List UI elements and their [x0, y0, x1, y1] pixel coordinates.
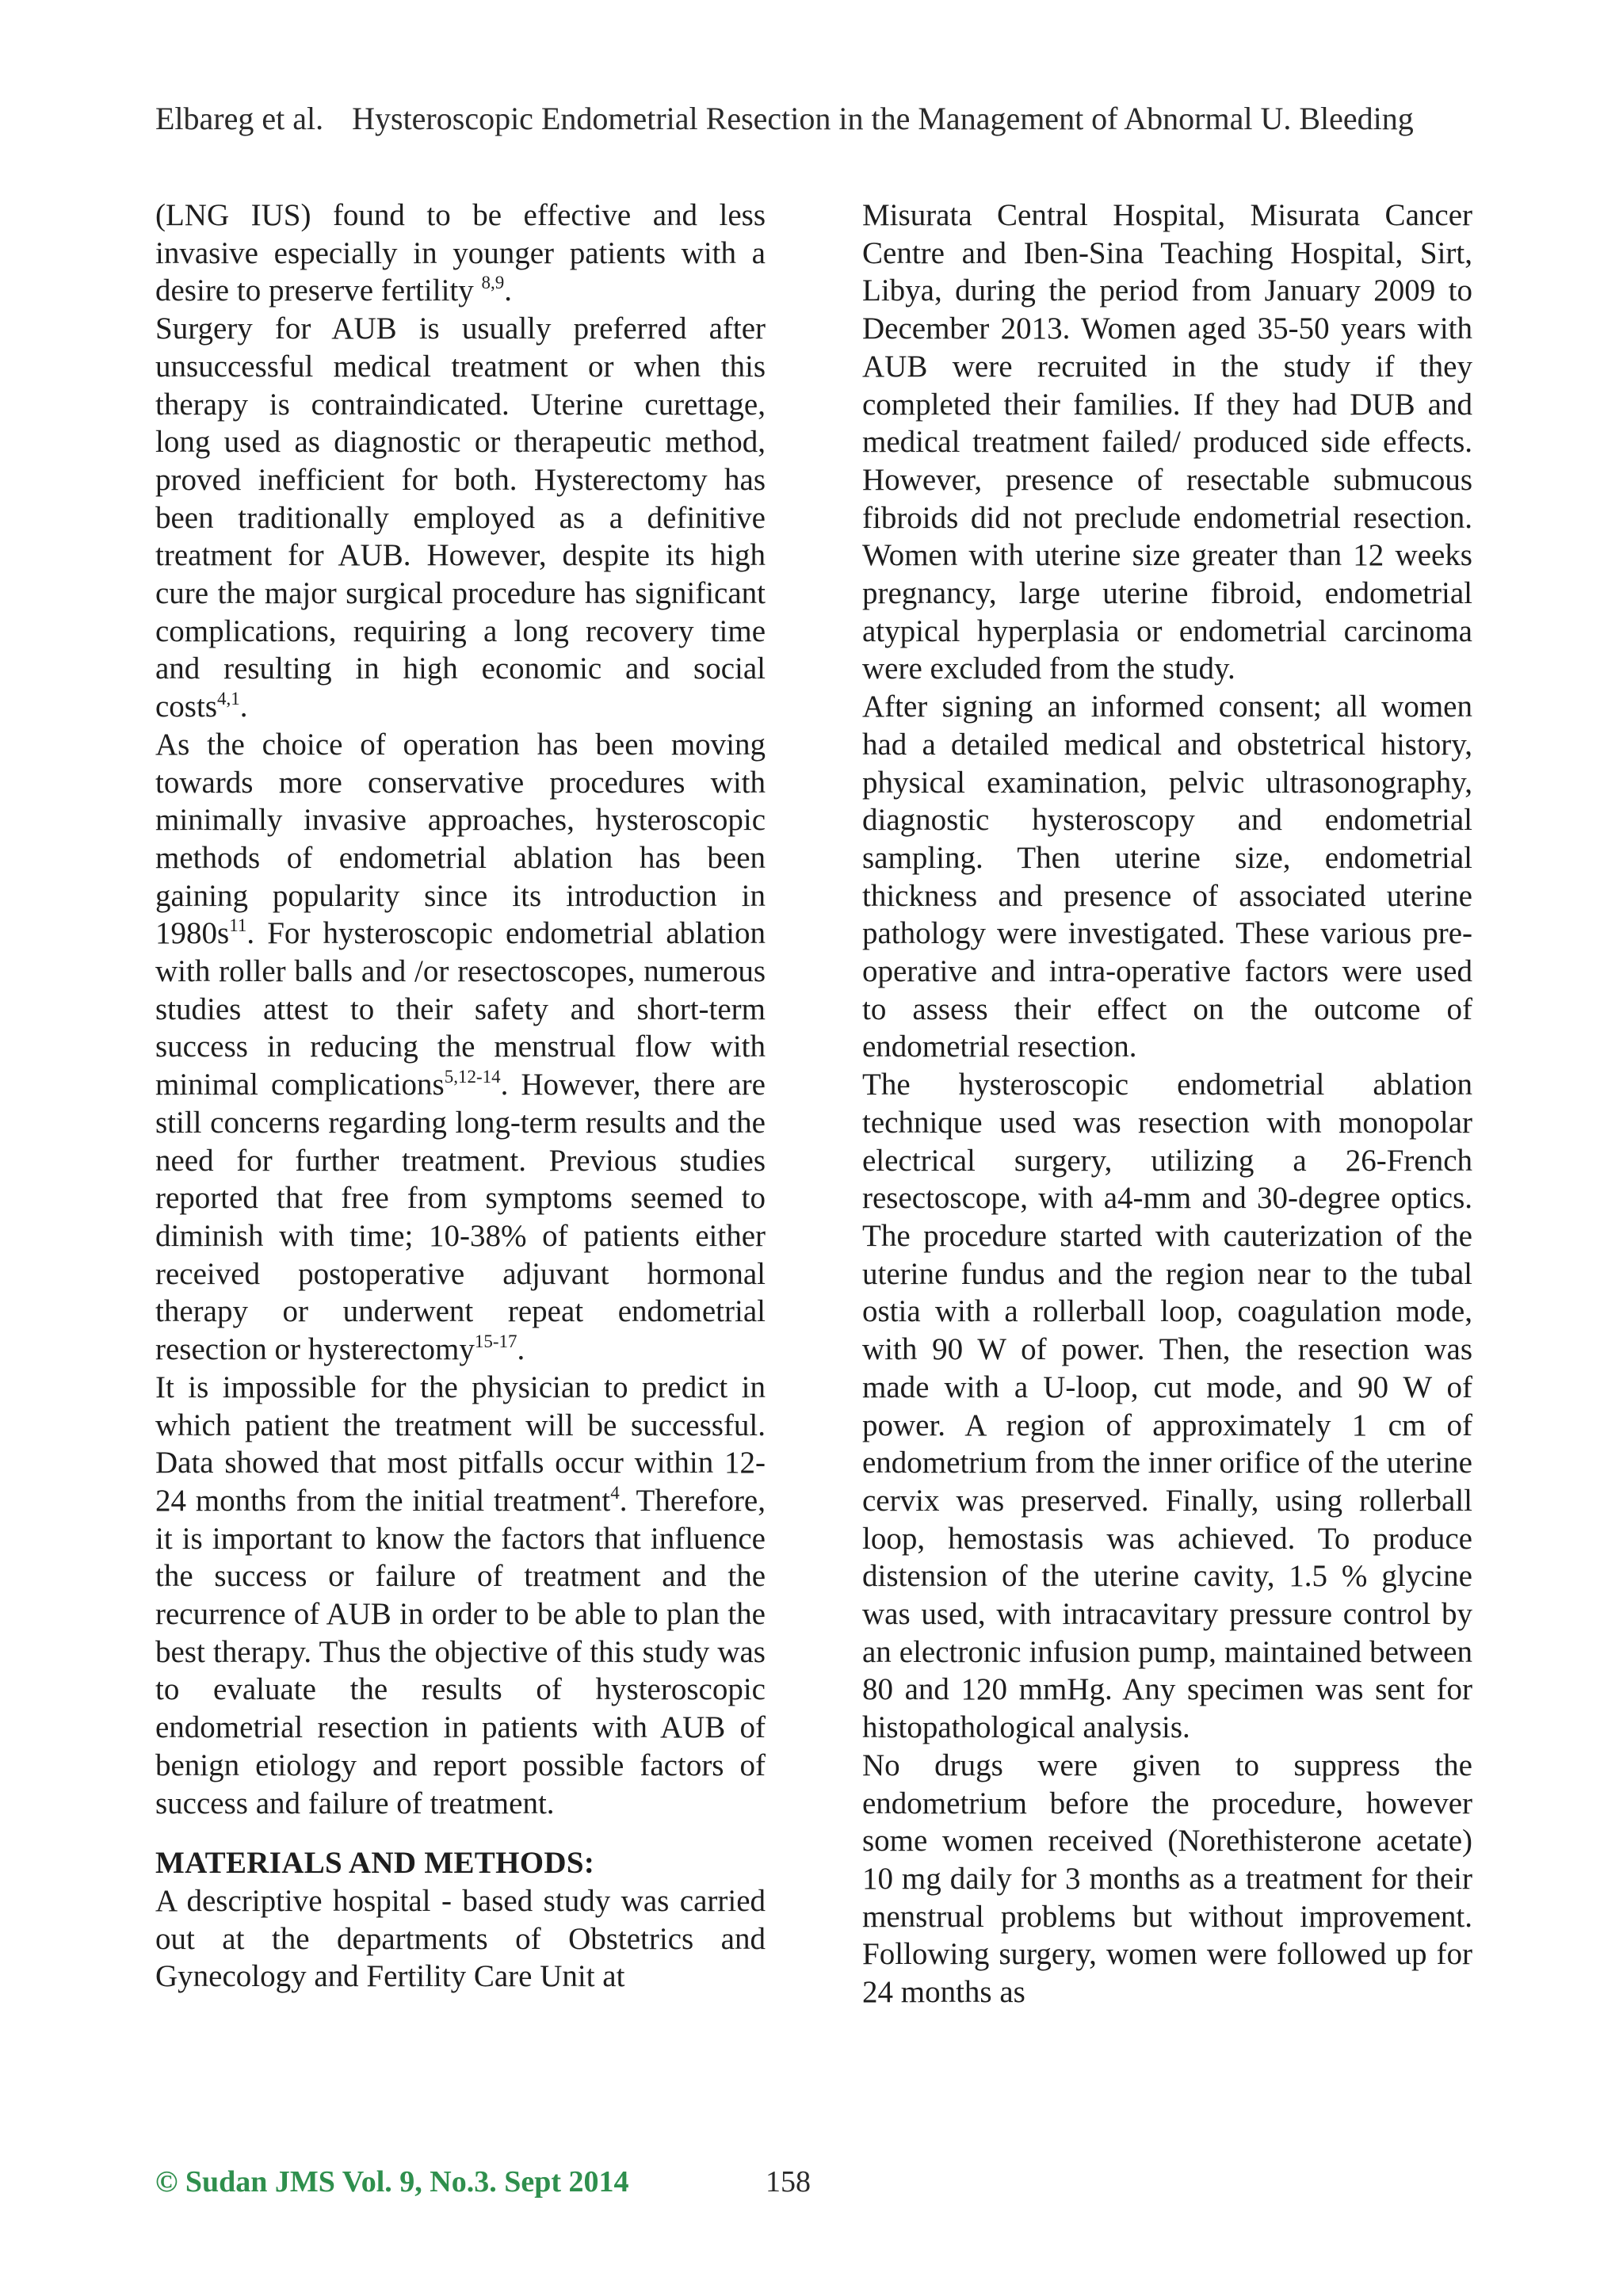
paragraph	[155, 726, 766, 1369]
running-header	[155, 95, 1487, 143]
citation-ref: 5,12-14	[444, 1067, 501, 1087]
header-authors: Elbareg et al.	[155, 101, 324, 136]
paragraph-text: Surgery for AUB is usually preferred after unsuccessful medical treatment or when this therapy is contraindicated. Uterine curettage, long used as diagnostic or therapeutic method, proved inefficient for both. Hysterectomy has been traditionally employed as a definitive treatment for AUB. However, despite its high cure the major surgical procedure has significant complications, requiring a long recovery time and resulting in high economic and social costs	[155, 311, 766, 724]
citation-ref: 11	[229, 915, 247, 936]
paragraph	[155, 197, 766, 310]
paragraph-text: .	[517, 1332, 525, 1367]
paragraph: After signing an informed consent; all women had a detailed medical and obstetrical history, physical examination, pelvic ultrasonography, diagnostic hysteroscopy and endometrial sampling. Then uterine size, endometrial thickness and presence of associated uterine pathology were investigated. These various pre-operative and intra-operative factors were used to assess their effect on the outcome of endometrial resection.	[862, 690, 1472, 1064]
page-footer	[155, 2162, 811, 2202]
paragraph: No drugs were given to suppress the endometrium before the procedure, however some women received (Norethisterone acetate) 10 mg daily for 3 months as a treatment for their menstrual problems but without improvement. Following surgery, women were followed up for 24 months as	[862, 1748, 1472, 2010]
citation-ref: 4	[610, 1482, 620, 1503]
right-column	[862, 197, 1472, 2011]
citation-ref: 8,9	[481, 273, 505, 293]
paragraph	[155, 1369, 766, 1822]
paragraph-text: . Therefore, it is important to know the factors that influence the success or failure of treatment and the recurrence of AUB in order to be able to plan the best therapy. Thus the objective of this study was to evaluate the results of hysteroscopic endometrial resection in patients with AUB of benign etiology and report possible factors of success and failure of treatment.	[155, 1483, 766, 1820]
paragraph-text: . For hysteroscopic endometrial ablation with roller balls and /or resectoscopes, numerous studies attest to their safety and short-term success in reducing the menstrual flow with minimal complications	[155, 916, 766, 1102]
paragraph: A descriptive hospital - based study was carried out at the departments of Obstetrics and Gynecology and Fertility Care Unit at	[155, 1883, 766, 1994]
header-title: Hysteroscopic Endometrial Resection in the Management of Abnormal U. Bleeding	[352, 101, 1414, 136]
paragraph	[155, 310, 766, 726]
paragraph: The hysteroscopic endometrial ablation technique used was resection with monopolar electrical surgery, utilizing a 26-French resectoscope, with a4-mm and 30-degree optics. The procedure started with cauterization of the uterine fundus and the region near to the tubal ostia with a rollerball loop, coagulation mode, with 90 W of power. Then, the resection was made with a U-loop, cut mode, and 90 W of power. A region of approximately 1 cm of endometrium from the inner orifice of the uterine cervix was preserved. Finally, using rollerball loop, hemostasis was achieved. To produce distension of the uterine cavity, 1.5 % glycine was used, with intracavitary pressure control by an electronic infusion pump, maintained between 80 and 120 mmHg. Any specimen was sent for histopathological analysis.	[862, 1068, 1472, 1745]
paragraph-text: As the choice of operation has been moving towards more conservative procedures with minimally invasive approaches, hysteroscopic methods of endometrial ablation has been gaining popularity since its introduction in 1980s	[155, 727, 766, 951]
page-number: 158	[766, 2165, 811, 2199]
paragraph-text: (LNG IUS) found to be effective and less invasive especially in younger patients with a desire to preserve fertility	[155, 198, 766, 308]
paragraph: Misurata Central Hospital, Misurata Cancer Centre and Iben-Sina Teaching Hospital, Sirt, Libya, during the period from January 2009 to December 2013. Women aged 35-50 years with AUB were recruited in the study if they completed their families. If they had DUB and medical treatment failed/ produced side effects. However, presence of resectable submucous fibroids did not preclude endometrial resection. Women with uterine size greater than 12 weeks pregnancy, large uterine fibroid, endometrial atypical hyperplasia or endometrial carcinoma were excluded from the study.	[862, 198, 1472, 686]
paragraph-text: .	[504, 273, 512, 308]
paragraph-text: .	[239, 690, 248, 724]
left-column	[155, 197, 766, 1996]
journal-citation: © Sudan JMS Vol. 9, No.3. Sept 2014	[155, 2165, 629, 2199]
paragraph-text: It is impossible for the physician to predict in which patient the treatment will be successful. Data showed that most pitfalls occur within 12-24 months from the initial treatment	[155, 1370, 766, 1518]
paragraph-text: . However, there are still concerns regarding long-term results and the need for further treatment. Previous studies reported that free from symptoms seemed to diminish with time; 10-38% of patients either received postoperative adjuvant hormonal therapy or underwent repeat endometrial resection or hysterectomy	[155, 1068, 766, 1367]
section-heading: MATERIALS AND METHODS:	[155, 1846, 595, 1881]
citation-ref: 4,1	[217, 689, 240, 709]
citation-ref: 15-17	[474, 1331, 517, 1352]
